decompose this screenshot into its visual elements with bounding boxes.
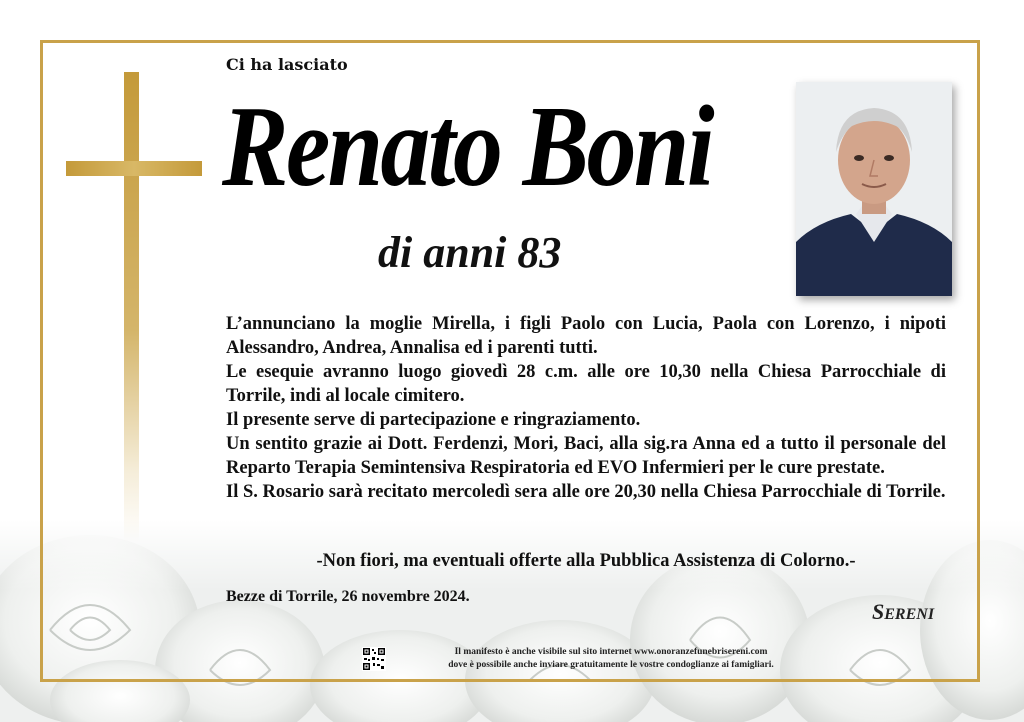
website-footer bbox=[396, 646, 826, 672]
brand-initial: S bbox=[872, 599, 885, 624]
footer-line-2: dove è possibile anche inviare gratuitamente le vostre condoglianze ai famigliari. bbox=[448, 660, 774, 670]
cross-icon-arm bbox=[66, 161, 202, 176]
place-date: Bezze di Torrile, 26 novembre 2024. bbox=[226, 588, 470, 605]
announcement-body bbox=[226, 312, 946, 504]
footer-line-1: Il manifesto è anche visibile sul sito internet www.onoranzefunebrisereni.com bbox=[454, 647, 768, 657]
cross-icon bbox=[124, 72, 139, 542]
qr-code-icon[interactable] bbox=[362, 647, 386, 671]
thanks-paragraph: Un sentito grazie ai Dott. Ferdenzi, Mori, Baci, alla sig.ra Anna ed a tutto il personale del Reparto Terapia Semintensiva Respiratoria ed EVO Infermieri per le cure prestate. bbox=[226, 434, 946, 478]
funeral-home-brand bbox=[872, 599, 934, 625]
rosary-paragraph: Il S. Rosario sarà recitato mercoledì sera alle ore 20,30 nella Chiesa Parrocchiale di Torrile. bbox=[226, 482, 946, 502]
funeral-paragraph: Le esequie avranno luogo giovedì 28 c.m. alle ore 10,30 nella Chiesa Parrocchiale di Torrile, indi al locale cimitero. bbox=[226, 362, 946, 406]
no-flowers-note: -Non fiori, ma eventuali offerte alla Pubblica Assistenza di Colorno.- bbox=[316, 551, 856, 571]
deceased-age: di anni 83 bbox=[378, 228, 562, 277]
family-paragraph: L’annunciano la moglie Mirella, i figli Paolo con Lucia, Paola con Lorenzo, i nipoti Alessandro, Andrea, Annalisa ed i parenti tutti. bbox=[226, 314, 946, 358]
intro-text: Ci ha lasciato bbox=[226, 55, 348, 74]
deceased-name: Renato Boni bbox=[222, 83, 712, 211]
participation-paragraph: Il presente serve di partecipazione e ringraziamento. bbox=[226, 410, 641, 430]
brand-rest: ERENI bbox=[884, 606, 935, 623]
portrait-photo bbox=[796, 82, 952, 296]
